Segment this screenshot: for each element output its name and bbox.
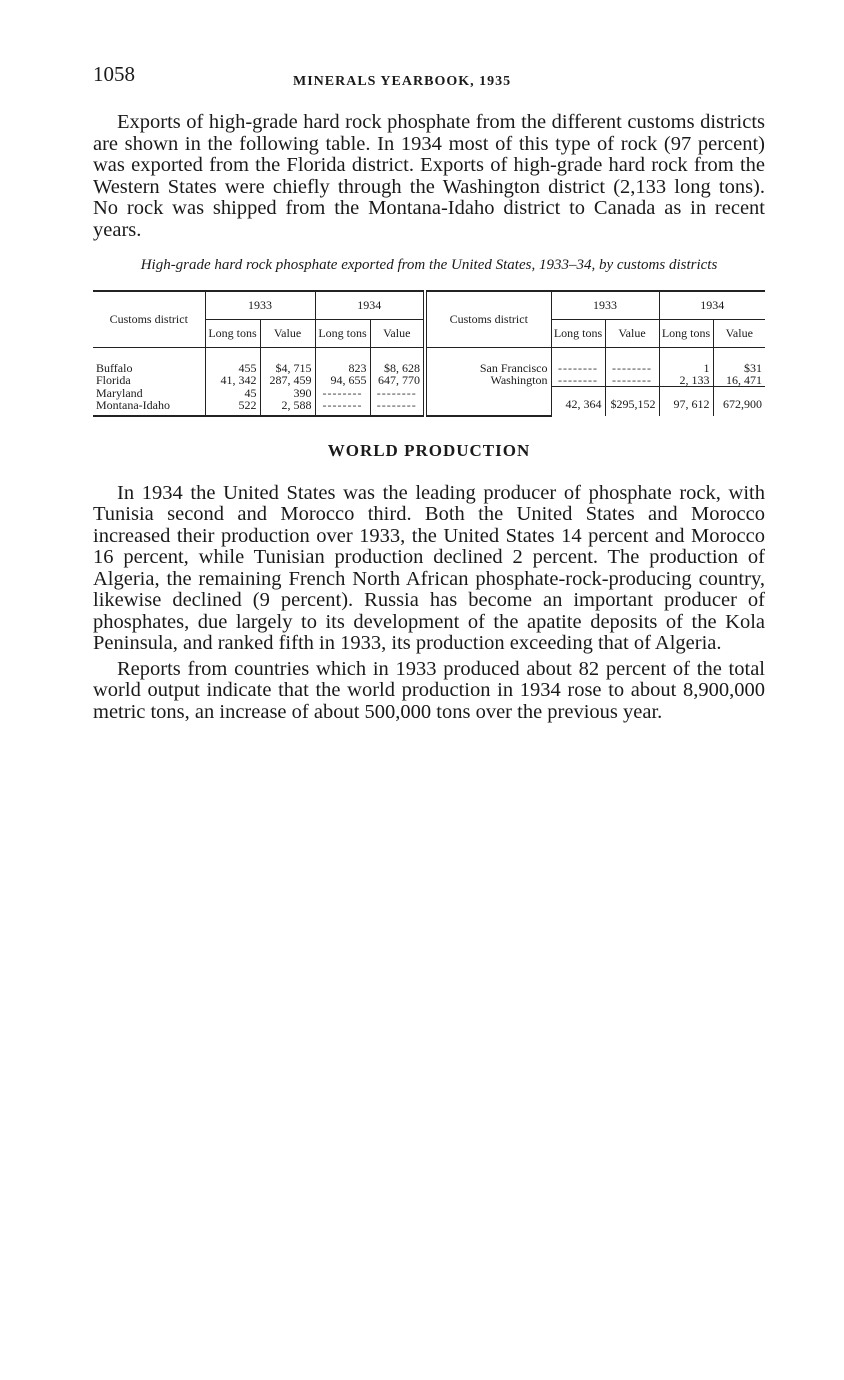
district-cell: San Francisco bbox=[425, 348, 551, 375]
value-cell: $31 bbox=[713, 348, 765, 375]
intro-paragraph: Exports of high-grade hard rock phosphate from the different customs districts are shown in the following table. In 1934 most of this type of rock (97 percent) was exported from the Florida district. Exports of high-grade hard rock from the Western States were chiefly through the Washington district (2,133 long tons). No rock was shipped from the Montana-Idaho district to Canada as in recent years. bbox=[93, 111, 765, 241]
value-cell: -------- bbox=[605, 348, 659, 375]
district-cell: Maryland bbox=[93, 387, 205, 399]
table-caption: High-grade hard rock phosphate exported from the United States, 1933–34, by customs districts bbox=[140, 257, 718, 273]
value-cell: $4, 715 bbox=[260, 348, 315, 375]
tons-cell: -------- bbox=[551, 348, 605, 375]
district-cell: Florida bbox=[93, 374, 205, 387]
district-cell: Buffalo bbox=[93, 348, 205, 375]
tons-cell: 94, 655 bbox=[315, 374, 370, 387]
column-header-district: Customs district bbox=[93, 291, 205, 348]
tons-cell: -------- bbox=[315, 387, 370, 399]
tons-cell: -------- bbox=[315, 399, 370, 416]
total-value-1933: $295,152 bbox=[605, 387, 659, 416]
column-header-district: Customs district bbox=[425, 291, 551, 348]
page-number: 1058 bbox=[93, 62, 135, 86]
tons-cell: 823 bbox=[315, 348, 370, 375]
column-header-long-tons: Long tons bbox=[551, 320, 605, 348]
column-header-1933: 1933 bbox=[205, 291, 315, 320]
column-header-1934: 1934 bbox=[315, 291, 425, 320]
document-page bbox=[93, 62, 765, 723]
tons-cell: 41, 342 bbox=[205, 374, 260, 387]
world-production-paragraph: In 1934 the United States was the leading producer of phosphate rock, with Tunisia second and Morocco third. Both the United States and Morocco increased their production over 1933, the United States 14 percent and Morocco 16 percent, while Tunisian production declined 2 percent. The production of Algeria, the remaining French North African phosphate-rock-producing country, likewise declined (9 percent). Russia has become an important producer of phosphates, due largely to its development of the apatite deposits of the Kola Peninsula, and ranked fifth in 1933, its production exceeding that of Algeria. bbox=[93, 481, 765, 654]
page-header bbox=[93, 62, 765, 94]
value-cell: -------- bbox=[605, 374, 659, 387]
running-title: MINERALS YEARBOOK, 1935 bbox=[293, 74, 512, 89]
tons-cell: 45 bbox=[205, 387, 260, 399]
exports-table bbox=[93, 290, 765, 417]
total-value-1934: 672,900 bbox=[713, 387, 765, 416]
column-header-long-tons: Long tons bbox=[659, 320, 713, 348]
tons-cell: -------- bbox=[551, 374, 605, 387]
district-cell: Montana-Idaho bbox=[93, 399, 205, 416]
column-header-long-tons: Long tons bbox=[315, 320, 370, 348]
value-cell: 287, 459 bbox=[260, 374, 315, 387]
tons-cell: 1 bbox=[659, 348, 713, 375]
column-header-value: Value bbox=[370, 320, 425, 348]
table-row bbox=[93, 387, 765, 399]
value-cell: 647, 770 bbox=[370, 374, 425, 387]
value-cell: 390 bbox=[260, 387, 315, 399]
value-cell: 16, 471 bbox=[713, 374, 765, 387]
column-header-long-tons: Long tons bbox=[205, 320, 260, 348]
value-cell: 2, 588 bbox=[260, 399, 315, 416]
value-cell: $8, 628 bbox=[370, 348, 425, 375]
total-tons-1933: 42, 364 bbox=[551, 387, 605, 416]
column-header-1933: 1933 bbox=[551, 291, 659, 320]
table-row bbox=[93, 348, 765, 375]
tons-cell: 2, 133 bbox=[659, 374, 713, 387]
total-tons-1934: 97, 612 bbox=[659, 387, 713, 416]
district-cell: Washington bbox=[425, 374, 551, 387]
tons-cell: 455 bbox=[205, 348, 260, 375]
column-header-value: Value bbox=[713, 320, 765, 348]
world-output-paragraph: Reports from countries which in 1933 produced about 82 percent of the total world output indicate that the world production in 1934 rose to about 8,900,000 metric tons, an increase of about 500,000 tons over the previous year. bbox=[93, 657, 765, 723]
column-header-value: Value bbox=[605, 320, 659, 348]
section-title: WORLD PRODUCTION bbox=[327, 440, 531, 460]
value-cell: -------- bbox=[370, 399, 425, 416]
column-header-value: Value bbox=[260, 320, 315, 348]
column-header-1934: 1934 bbox=[659, 291, 765, 320]
tons-cell: 522 bbox=[205, 399, 260, 416]
value-cell: -------- bbox=[370, 387, 425, 399]
table-row bbox=[93, 374, 765, 387]
